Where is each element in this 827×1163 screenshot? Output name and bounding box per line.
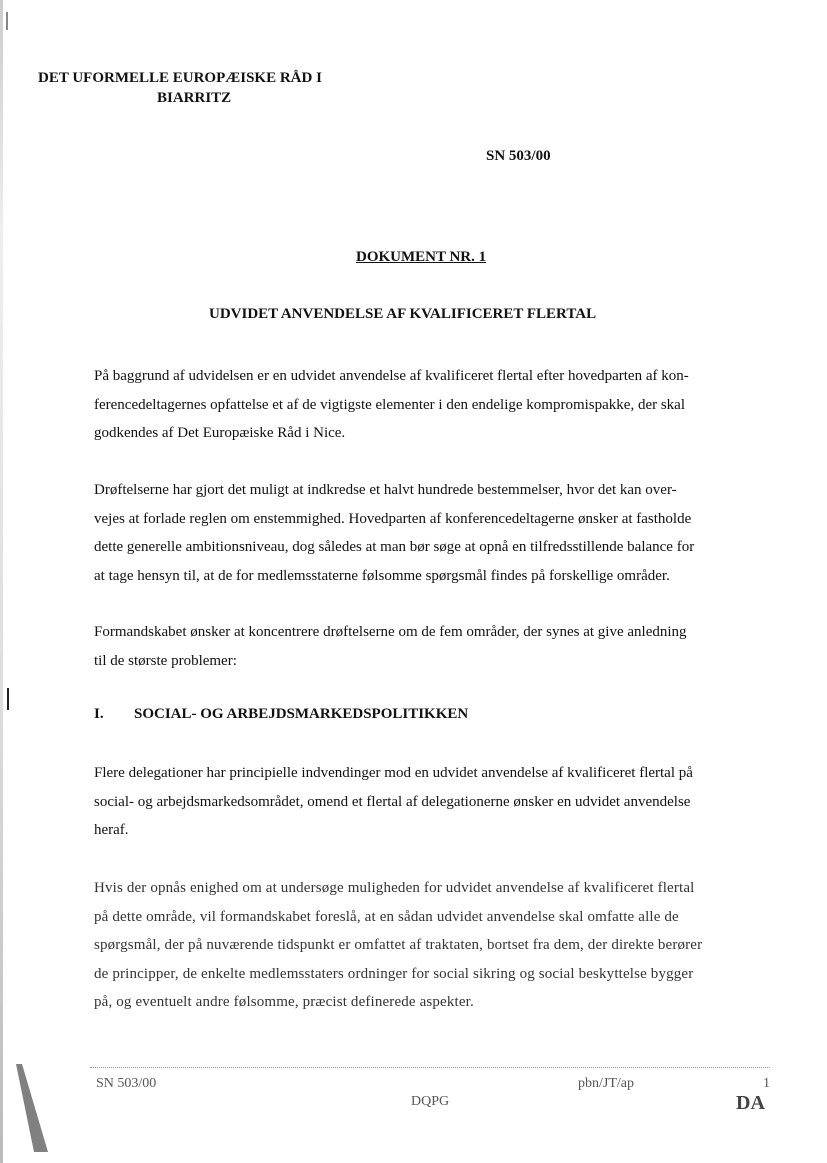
scan-mark — [6, 12, 8, 30]
text-line: spørgsmål, der på nuværende tidspunkt er omfattet af traktaten, bortset fra dem, der direkte berører — [94, 937, 703, 953]
footer-rule — [90, 1067, 770, 1068]
text-line: heraf. — [94, 822, 129, 838]
scan-edge — [0, 0, 3, 1163]
council-name-line2: BIARRITZ — [157, 90, 232, 106]
text-line: Formandskabet ønsker at koncentrere drøftelserne om de fem områder, der synes at give anledning — [94, 624, 687, 640]
footer-reference: SN 503/00 — [96, 1076, 157, 1091]
section-number: I. — [94, 706, 104, 722]
text-line: vejes at forlade reglen om enstemmighed. Hovedparten af konferencedeltagerne ønsker at fastholde — [94, 510, 692, 527]
text-line: social- og arbejdsmarkedsområdet, omend et flertal af delegationerne ønsker en udvidet anvendelse — [94, 793, 691, 810]
paragraph-1 — [94, 362, 774, 448]
section-paragraph-1 — [94, 759, 774, 845]
text-line: dette generelle ambitionsniveau, dog således at man bør søge at opnå en tilfredsstillende balance for — [94, 539, 695, 555]
paragraph-3 — [94, 618, 774, 675]
text-line: Flere delegationer har principielle indvendinger mod en udvidet anvendelse af kvalificeret flertal på — [94, 765, 693, 781]
document-reference: SN 503/00 — [486, 148, 551, 164]
text-line: godkendes af Det Europæiske Råd i Nice. — [94, 425, 346, 441]
text-line: de principper, de enkelte medlemsstaters ordninger for social sikring og social beskyttelse bygger — [94, 965, 694, 982]
text-line: På baggrund af udvidelsen er en udvidet anvendelse af kvalificeret flertal efter hovedparten af kon- — [94, 368, 689, 384]
text-line: Drøftelserne har gjort det muligt at indkredse et halvt hundrede bestemmelser, hvor det kan over- — [94, 482, 677, 498]
council-name-line1: DET UFORMELLE EUROPÆISKE RÅD I — [38, 70, 322, 86]
text-line: på dette område, vil formandskabet foreslå, at en sådan udvidet anvendelse skal omfatte alle de — [94, 908, 679, 925]
document-number: DOKUMENT NR. 1 — [356, 249, 487, 265]
page-number: 1 — [763, 1076, 770, 1091]
scan-corner-shadow — [14, 1064, 50, 1154]
document-title: UDVIDET ANVENDELSE AF KVALIFICERET FLERTAL — [209, 306, 597, 322]
section-title: SOCIAL- OG ARBEJDSMARKEDSPOLITIKKEN — [134, 706, 469, 722]
text-line: at tage hensyn til, at de for medlemsstaterne følsomme spørgsmål findes på forskellige områder. — [94, 567, 670, 584]
language-code: DA — [736, 1092, 765, 1114]
section-paragraph-2 — [94, 874, 774, 1017]
paragraph-2 — [94, 476, 774, 590]
text-line: på, og eventuelt andre følsomme, præcist definerede aspekter. — [94, 994, 474, 1010]
scan-mark — [7, 688, 9, 710]
text-line: til de største problemer: — [94, 652, 237, 669]
footer-initials: pbn/JT/ap — [578, 1076, 634, 1091]
text-line: Hvis der opnås enighed om at undersøge muligheden for udvidet anvendelse af kvalificeret flertal — [94, 880, 695, 896]
text-line: ferencedeltagernes opfattelse et af de vigtigste elementer i den endelige kompromispakke, der skal — [94, 396, 686, 413]
footer-department: DQPG — [411, 1094, 450, 1109]
